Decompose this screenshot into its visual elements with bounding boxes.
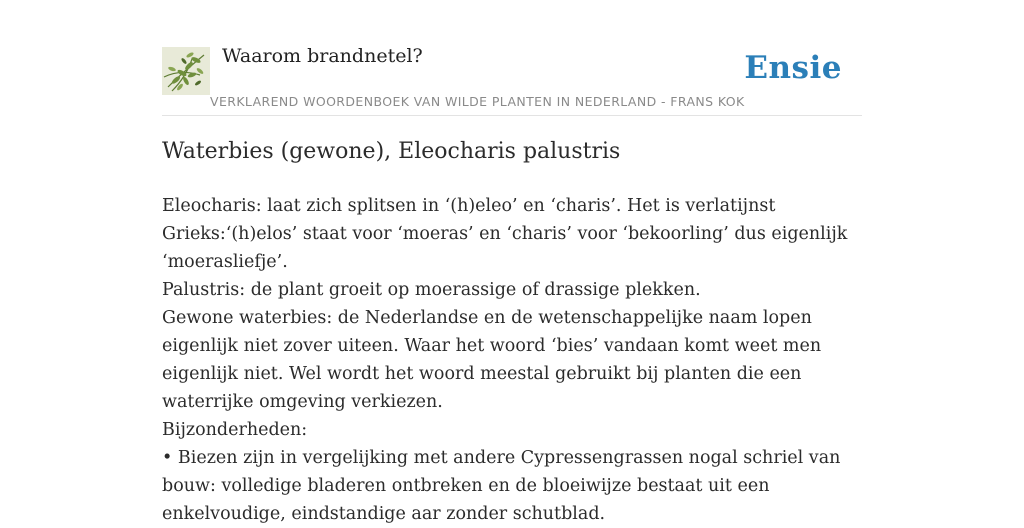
dictionary-header bbox=[162, 44, 862, 116]
entry-paragraph: Gewone waterbies: de Nederlandse en de wetenschappelijke naam lopen eigenlijk niet zover uiteen. Waar het woord ‘bies’ vandaan komt weet men eigenlijk niet. Wel wordt het woord meestal gebruikt bij planten die een waterrijke omgeving verkiezen. bbox=[162, 308, 822, 412]
entry-paragraph: Bijzonderheden: bbox=[162, 420, 308, 440]
entry-paragraph: • Biezen zijn in vergelijking met andere Cypressengrassen nogal schriel van bouw: volledige bladeren ontbreken en de bloeiwijze bestaat uit een enkelvoudige, eindstandige aar zonder schutblad. bbox=[162, 448, 841, 524]
dictionary-avatar[interactable] bbox=[162, 47, 210, 95]
entry-title: Waterbies (gewone), Eleocharis palustris bbox=[162, 139, 621, 164]
plant-leaves-icon bbox=[162, 47, 210, 95]
dictionary-subtitle[interactable]: VERKLAREND WOORDENBOEK VAN WILDE PLANTEN IN NEDERLAND - FRANS KOK bbox=[210, 94, 745, 109]
entry-paragraph: Eleocharis: laat zich splitsen in ‘(h)eleo’ en ‘charis’. Het is verlatijnst Grieks:‘(h)elos’ staat voor ‘moeras’ en ‘charis’ voor ‘bekoorling’ dus eigenlijk ‘moerasliefje’. bbox=[162, 196, 848, 272]
dictionary-title[interactable]: Waarom brandnetel? bbox=[222, 45, 423, 67]
entry-paragraph: Palustris: de plant groeit op moerassige of drassige plekken. bbox=[162, 280, 701, 300]
ensie-logo[interactable]: Ensie bbox=[744, 50, 842, 86]
entry-body bbox=[162, 192, 852, 528]
